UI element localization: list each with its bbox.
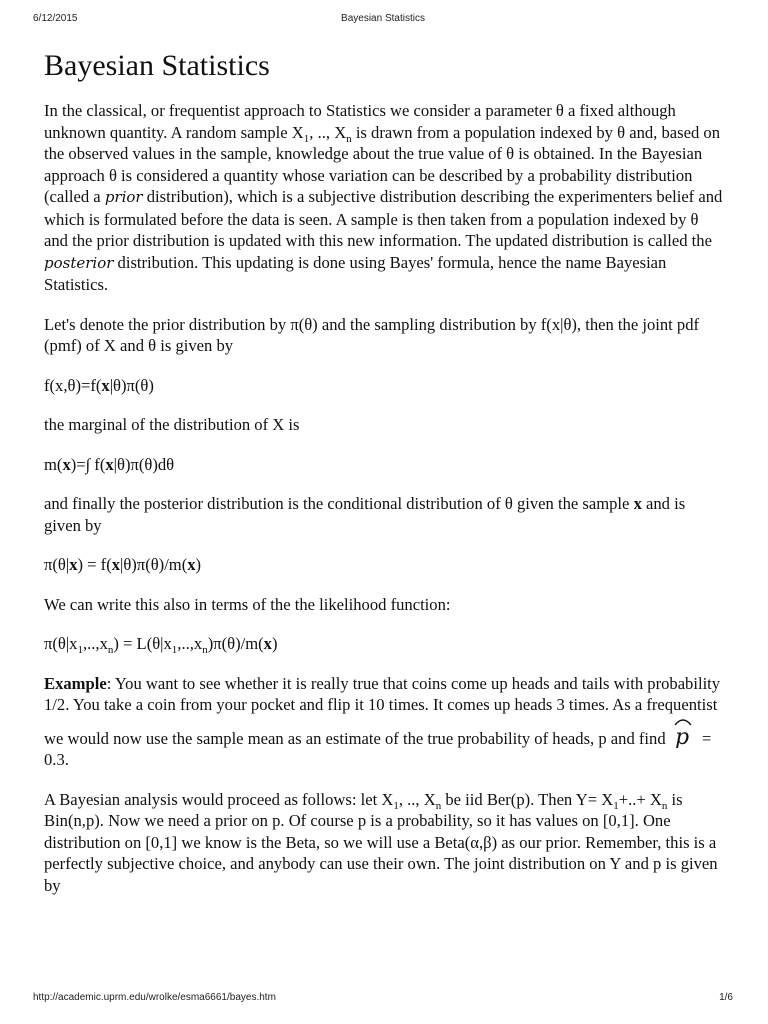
prior-term: prior <box>104 188 143 206</box>
p-hat-letter: p <box>674 724 689 748</box>
example-paragraph: Example: You want to see whether it is really true that coins come up heads and tails with probability 1/2. You take a coin from your pocket and flip it 10 times. It comes up heads 3 times. As a frequentist we would now use the sample mean as an estimate of the true probability of heads, p and find p = 0.3. <box>44 673 721 769</box>
print-url: http://academic.uprm.edu/wrolke/esma6661/bayes.htm <box>33 992 276 1003</box>
posterior-paragraph: and finally the posterior distribution is the conditional distribution of θ given the sample x and is given by <box>44 494 686 535</box>
bayesian-analysis-paragraph: A Bayesian analysis would proceed as follows: let $X_1$, .., $X_n$ be iid Ber(p). Then $Y= X_1+..+ X_n$ is Bin(n,p). Now we need a prior on p. Of course p is a probability, so it has values on [0,1]. One distribution on [0,1] we know is the Beta, so we will use a Beta(α,β) as our prior. Remember, this is a perfectly subjective choice, and anybody can use their own. The joint distribution on Y and p is given by <box>44 789 718 895</box>
likelihood-paragraph: We can write this also in terms of the the likelihood function: <box>44 594 451 614</box>
marginal-paragraph: the marginal of the distribution of X is <box>44 415 300 434</box>
joint-formula: f(x,θ)=f(x|θ)π(θ) <box>44 375 154 395</box>
posterior-term: posterior <box>44 253 114 272</box>
example-label: Example <box>44 673 107 693</box>
marginal-formula: m(x)=∫ f(x|θ)π(θ)dθ <box>44 454 175 474</box>
prior-paragraph: Let's denote the prior distribution by π(θ) and the sampling distribution by f(x|θ), then the joint pdf (pmf) of X and θ is given by <box>44 314 700 355</box>
page-number: 1/6 <box>719 992 733 1003</box>
p-hat-symbol <box>670 716 698 748</box>
intro-paragraph: In the classical, or frequentist approach to Statistics we consider a parameter θ a fixed although unknown quantity. A random sample $X_1$, .., $X_n$ is drawn from a population indexed by θ and, based on the observed values in the sample, knowledge about the true value of θ is obtained. In the Bayesian approach θ is considered a quantity whose variation can be described by a probability distribution (called a prior distribution), which is a subjective distribution describing the experimenters belief and which is formulated before the data is seen. A sample is then taken from a population indexed by θ and the prior distribution is updated with this new information. The updated distribution is called the posterior distribution. This updating is done using Bayes' formula, hence the name Bayesian Statistics. <box>44 101 723 294</box>
likelihood-formula: $\pi(\theta|x_1,..,x_n) = L(\theta|x_1,..,x_n)\pi(\theta)/m(x)$ <box>44 634 278 656</box>
page-title: Bayesian Statistics <box>44 49 270 82</box>
article-body <box>44 42 726 914</box>
posterior-formula: π(θ|x) = f(x|θ)π(θ)/m(x) <box>44 555 202 574</box>
print-date: 6/12/2015 <box>33 13 78 24</box>
print-title: Bayesian Statistics <box>341 13 425 24</box>
